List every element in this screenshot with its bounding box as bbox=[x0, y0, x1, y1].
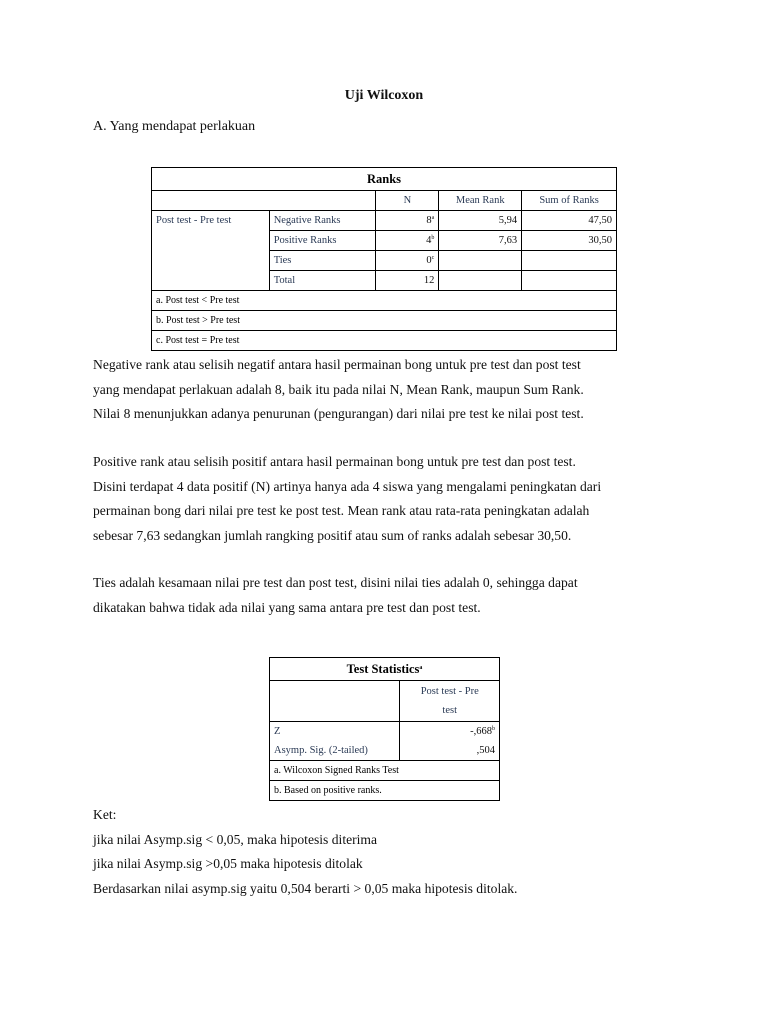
footnote-marker: c bbox=[431, 255, 435, 261]
text-line: dikatakan bahwa tidak ada nilai yang sama antara pre test dan post test. bbox=[93, 599, 481, 615]
cell-sum-of-ranks: 47,50 bbox=[522, 211, 617, 231]
footnote: b. Based on positive ranks. bbox=[270, 781, 500, 801]
text-line: Berdasarkan nilai asymp.sig yaitu 0,504 berarti > 0,05 maka hipotesis ditolak. bbox=[93, 880, 518, 896]
cell-n: 12 bbox=[376, 271, 439, 291]
row-label: Z bbox=[270, 722, 400, 742]
text-line: yang mendapat perlakuan adalah 8, baik itu pada nilai N, Mean Rank, maupun Sum Rank. bbox=[93, 381, 584, 397]
cell-sum-of-ranks: 30,50 bbox=[522, 231, 617, 251]
table-row bbox=[152, 211, 617, 231]
cell-n: 8$^a$ bbox=[376, 211, 439, 231]
footnote-marker: b bbox=[492, 726, 495, 732]
text-line: permainan bong dari nilai pre test ke post test. Mean rank atau rata-rata peningkatan adalah bbox=[93, 503, 590, 518]
cell-n: 4$^b$ bbox=[376, 231, 439, 251]
section-heading: A. Yang mendapat perlakuan bbox=[93, 119, 256, 134]
cell-mean-rank: 7,63 bbox=[439, 231, 522, 251]
table-row bbox=[270, 741, 500, 761]
cell-mean-rank bbox=[439, 271, 522, 291]
row-label: Asymp. Sig. (2-tailed) bbox=[274, 745, 368, 756]
footnote-marker: a bbox=[419, 664, 423, 671]
ket-label: Ket: bbox=[93, 807, 117, 822]
text-line: Nilai 8 menunjukkan adanya penurunan (pengurangan) dari nilai pre test ke nilai post test. bbox=[93, 406, 584, 421]
row-label: Ties bbox=[269, 251, 376, 271]
footnote-marker: b bbox=[431, 235, 435, 241]
cell-sum-of-ranks bbox=[522, 271, 617, 291]
cell-value: ,504 bbox=[400, 741, 500, 761]
document-title: Uji Wilcoxon bbox=[344, 88, 424, 103]
cell-n: 0$^c$ bbox=[376, 251, 439, 271]
text-line: Ties adalah kesamaan nilai pre test dan post test, disini nilai ties adalah 0, sehingga dapat bbox=[93, 575, 578, 590]
header-post-pre: Post test - Pre test bbox=[400, 681, 500, 722]
footnote: a. Wilcoxon Signed Ranks Test bbox=[270, 761, 500, 781]
cell-mean-rank: 5,94 bbox=[439, 211, 522, 231]
text-line: jika nilai Asymp.sig < 0,05, maka hipotesis diterima bbox=[93, 831, 378, 847]
row-label: Positive Ranks bbox=[269, 231, 376, 251]
group-label: Post test - Pre test bbox=[152, 211, 270, 291]
paragraph-negative-rank bbox=[93, 353, 693, 427]
ranks-caption: Ranks bbox=[366, 171, 402, 186]
text-line: Negative rank atau selisih negatif antara hasil permainan bong untuk pre test dan post test bbox=[93, 357, 581, 372]
table-row bbox=[270, 722, 500, 742]
footnote: b. Post test > Pre test bbox=[152, 311, 617, 331]
text-line: Positive rank atau selisih positif antara hasil permainan bong untuk pre test dan post test. bbox=[93, 454, 576, 469]
header-sum-of-ranks: Sum of Ranks bbox=[522, 191, 617, 211]
text-line: jika nilai Asymp.sig >0,05 maka hipotesis ditolak bbox=[93, 856, 363, 871]
row-label: Negative Ranks bbox=[269, 211, 376, 231]
text-line: Disini terdapat 4 data positif (N) artinya hanya ada 4 siswa yang mengalami peningkatan dari bbox=[93, 478, 602, 494]
test-statistics-caption: Test Statistics$^a$ bbox=[346, 661, 423, 676]
header-blank bbox=[152, 191, 376, 211]
ket-section bbox=[93, 803, 693, 901]
footnote-marker: a bbox=[431, 215, 435, 221]
test-statistics-table bbox=[269, 657, 500, 801]
text-line: sebesar 7,63 sedangkan jumlah rangking positif atau sum of ranks adalah sebesar 30,50. bbox=[93, 527, 572, 543]
header-blank bbox=[270, 681, 400, 722]
footnote: c. Post test = Pre test bbox=[152, 331, 617, 351]
cell-sum-of-ranks bbox=[522, 251, 617, 271]
ranks-table bbox=[151, 167, 617, 351]
cell-mean-rank bbox=[439, 251, 522, 271]
header-n: N bbox=[376, 191, 439, 211]
paragraph-ties bbox=[93, 571, 693, 620]
header-mean-rank: Mean Rank bbox=[439, 191, 522, 211]
paragraph-positive-rank bbox=[93, 450, 693, 548]
cell-value: -,668$^b$ bbox=[400, 722, 500, 742]
footnote: a. Post test < Pre test bbox=[152, 291, 617, 311]
row-label: Total bbox=[269, 271, 376, 291]
